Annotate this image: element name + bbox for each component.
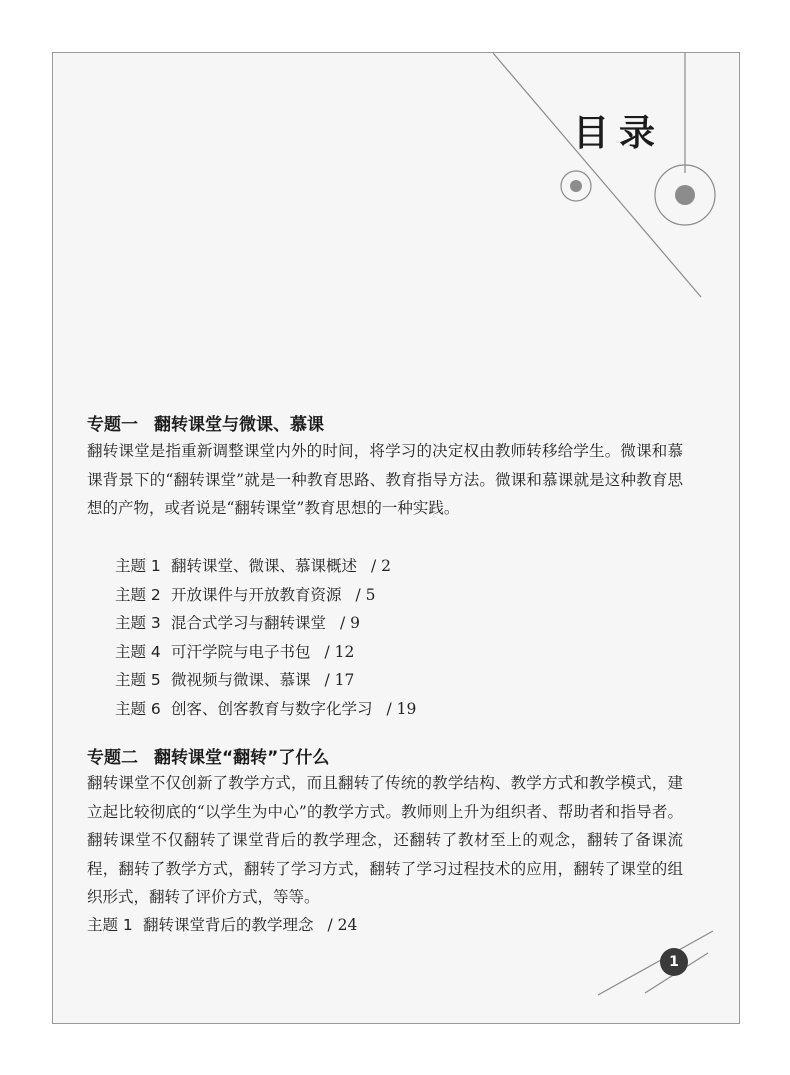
theme-item (115, 695, 416, 724)
topic-title: 翻转课堂与微课、慕课 (154, 415, 324, 435)
theme-label: 主题 4 (115, 642, 161, 661)
theme-title: 混合式学习与翻转课堂 (171, 614, 327, 632)
theme-title: 可汗学院与电子书包 (171, 642, 311, 661)
theme-title: 创客、创客教育与数字化学习 (171, 699, 373, 718)
topic-intro: 翻转课堂不仅创新了教学方式，而且翻转了传统的教学结构、教学方式和教学模式，建立起比较彻底的“以学生为中心”的教学方式。教师则上升为组织者、帮助者和指导者。翻转课堂不仅翻转了课堂背后的教学理念，还翻转了教材至上的观念，翻转了备课流程，翻转了教学方式，翻转了学习方式，翻转了学习过程技术的应用，翻转了课堂的组织形式，翻转了评价方式，等等。 (87, 774, 683, 906)
theme-page: / 19 (386, 699, 417, 718)
deco-dot-small (570, 180, 582, 192)
theme-label: 主题 2 (115, 585, 161, 604)
theme-item (115, 638, 416, 667)
theme-title: 微视频与微课、慕课 (171, 671, 311, 689)
theme-title: 翻转课堂背后的教学理念 (143, 916, 314, 934)
theme-label: 主题 1 (87, 916, 133, 934)
theme-item (115, 609, 416, 638)
document-page (52, 52, 740, 1024)
theme-label: 主题 5 (115, 671, 161, 689)
theme-list (115, 552, 416, 723)
topic-number: 专题一 (87, 415, 138, 435)
theme-item (115, 666, 416, 695)
theme-page: / 2 (371, 557, 392, 575)
topic-heading (87, 743, 329, 768)
theme-label: 主题 1 (115, 557, 161, 575)
theme-title: 翻转课堂、微课、慕课概述 (171, 557, 358, 575)
deco-dot-large (675, 185, 695, 205)
theme-page: / 17 (324, 671, 355, 689)
theme-item (115, 581, 416, 610)
theme-label: 主题 6 (115, 699, 161, 718)
theme-page: / 9 (340, 614, 361, 632)
topic-heading (87, 410, 324, 435)
deco-diagonal-line (493, 53, 701, 297)
theme-item (115, 552, 416, 581)
theme-title: 开放课件与开放教育资源 (171, 585, 342, 604)
theme-label: 主题 3 (115, 614, 161, 632)
topic-intro: 翻转课堂是指重新调整课堂内外的时间，将学习的决定权由教师转移给学生。微课和慕课背景下的“翻转课堂”就是一种教育思路、教育指导方法。微课和慕课就是这种教育思想的产物，或者说是“翻转课堂”教育思想的一种实践。 (87, 442, 683, 517)
topic-title: 翻转课堂“翻转”了什么 (154, 748, 330, 768)
theme-page: / 5 (355, 585, 376, 604)
theme-page: / 24 (327, 916, 358, 934)
topic-number: 专题二 (87, 748, 138, 768)
deco-bottom-line-a (598, 931, 713, 995)
page-number-badge: 1 (660, 948, 688, 976)
theme-list (87, 911, 358, 940)
theme-page: / 12 (324, 642, 355, 661)
page-title: 目录 (573, 113, 666, 154)
theme-item (87, 911, 357, 940)
